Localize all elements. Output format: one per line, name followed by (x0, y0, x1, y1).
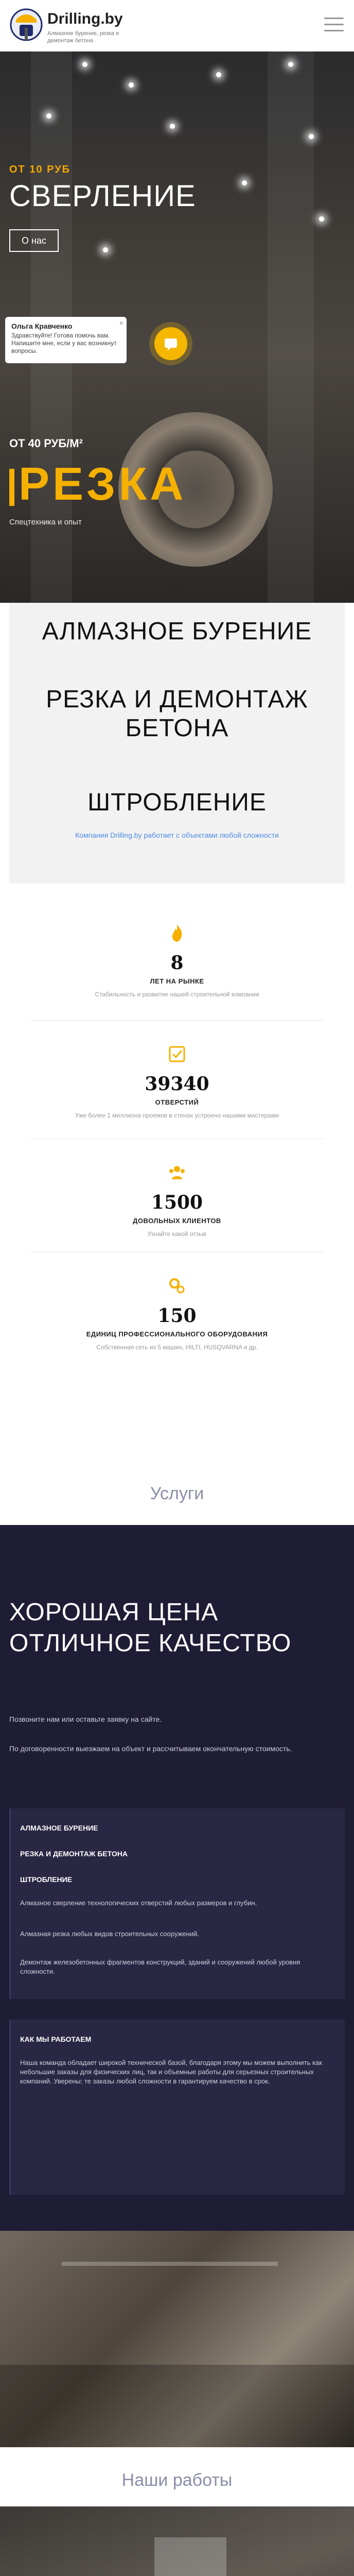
chat-message: Здравствуйте! Готова помочь вам. Напишите мне, если у вас возникнут вопросы. (11, 332, 117, 354)
stat-label: ДОВОЛЬНЫХ КЛИЕНТОВ (133, 1217, 221, 1225)
card-heading-cutting[interactable]: РЕЗКА И ДЕМОНТАЖ БЕТОНА (20, 1850, 128, 1858)
how-we-work-heading: КАК МЫ РАБОТАЕМ (20, 2035, 92, 2043)
about-button[interactable]: О нас (9, 229, 59, 252)
chat-button[interactable] (154, 327, 187, 360)
hero-title: СВЕРЛЕНИЕ (9, 179, 196, 213)
hero-subtitle-2: Спецтехника и опыт (9, 518, 82, 527)
stat-label: ЕДИНИЦ ПРОФЕССИОНАЛЬНОГО ОБОРУДОВАНИЯ (86, 1330, 268, 1338)
flame-icon (166, 922, 188, 944)
stat-description: Стабильность и развитие нашей строительной компании (95, 991, 259, 998)
work-photo[interactable] (0, 2506, 354, 2576)
card-text-demolition: Демонтаж железобетонных фрагментов конструкций, зданий и сооружений любой уровня сложности. (20, 1958, 300, 1975)
stat-description: Собственная сеть из 5 машин, HILTI, HUSQVARNA и др. (96, 1344, 258, 1351)
work-photo[interactable] (0, 2231, 354, 2447)
card-heading-chasing[interactable]: ШТРОБЛЕНИЕ (20, 1875, 73, 1884)
hero-title-2: РЕЗКА (9, 459, 186, 510)
services-card (9, 1808, 345, 1999)
price-quality-section (0, 1525, 354, 2231)
hero-slider (0, 52, 354, 603)
close-icon[interactable]: × (119, 319, 123, 327)
price-quality-text-1: Позвоните нам или оставьте заявку на сайте. (9, 1715, 162, 1723)
logo-title[interactable]: Drilling.by (47, 10, 123, 27)
stat-label: ЛЕТ НА РЫНКЕ (150, 977, 204, 985)
section-heading-works: Наши работы (121, 2470, 233, 2490)
menu-icon[interactable] (324, 18, 344, 33)
logo-subtitle: Алмазное бурение, резка и демонтаж бетона (47, 30, 119, 44)
users-icon (166, 1162, 188, 1183)
stat-holes (21, 1043, 333, 1120)
section-heading-services: Услуги (150, 1484, 204, 1503)
price-quality-text-2: По договоренности выезжаем на объект и рассчитываем окончательную стоимость. (9, 1744, 292, 1753)
services-overview (9, 603, 345, 884)
service-chasing[interactable]: ШТРОБЛЕНИЕ (87, 789, 267, 816)
stat-number: 1500 (151, 1192, 203, 1213)
stat-number: 150 (157, 1305, 197, 1327)
card-heading-drilling[interactable]: АЛМАЗНОЕ БУРЕНИЕ (20, 1824, 98, 1832)
stat-equipment (21, 1275, 333, 1351)
logo-icon[interactable] (9, 5, 43, 44)
stat-description: Уже более 1 миллиона проемов в стенах устроено нашими мастерами (75, 1112, 279, 1119)
stat-number: 39340 (145, 1073, 209, 1095)
stat-years (21, 922, 333, 998)
service-drilling[interactable]: АЛМАЗНОЕ БУРЕНИЕ (42, 618, 312, 645)
how-we-work-text: Наша команда обладает широкой технической базой, благодаря этому мы можем выполнить как небольшие заказы для физических лиц, так и объемные работы для серьезных строительных компаний. Уверены: те заказы любой сложности в гарантируем качество в срок. (20, 2059, 322, 2085)
gears-icon (166, 1275, 188, 1297)
price-quality-title: ХОРОШАЯ ЦЕНА ОТЛИЧНОЕ КАЧЕСТВО (9, 1599, 292, 1657)
checkbox-icon (166, 1043, 188, 1065)
chat-popup[interactable] (5, 317, 127, 363)
divider (31, 1020, 323, 1021)
chat-icon (154, 327, 187, 360)
card-text-cutting: Алмазная резка любых видов строительных сооружений. (20, 1930, 199, 1938)
stat-label: ОТВЕРСТИЙ (155, 1098, 199, 1106)
card-text-drilling: Алмазное сверление технологических отверстий любых размеров и глубин. (20, 1899, 257, 1907)
hero-kicker-2: ОТ 40 РУБ/М² (9, 437, 83, 450)
stat-number: 8 (170, 952, 184, 974)
how-we-work-card (9, 2020, 345, 2195)
stat-clients (21, 1162, 333, 1238)
chat-agent-name: Ольга Кравченко (11, 322, 73, 330)
stat-description: Узнайте какой отзыв (147, 1230, 207, 1238)
site-header (0, 0, 354, 52)
service-cutting[interactable]: РЕЗКА И ДЕМОНТАЖ БЕТОНА (46, 686, 308, 742)
hero-kicker: ОТ 10 РУБ (9, 164, 71, 175)
services-note: Компания Drilling.by работает с объектами любой сложности (75, 831, 279, 839)
